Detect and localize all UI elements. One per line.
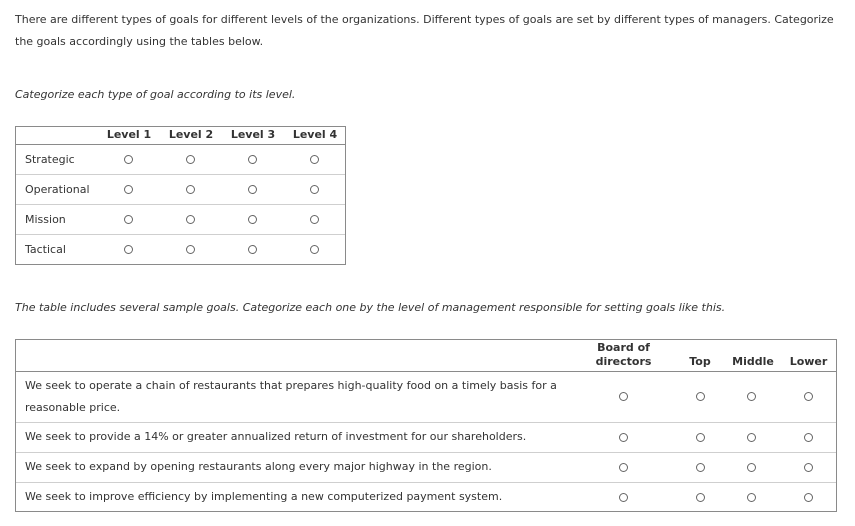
radio-goal-3-middle[interactable] [747,463,756,472]
radio-tactical-level-4[interactable] [310,245,319,254]
radio-strategic-level-3[interactable] [248,155,257,164]
row-label-operational: Operational [25,183,90,196]
radio-operational-level-4[interactable] [310,185,319,194]
radio-mission-level-1[interactable] [124,215,133,224]
table-row [16,235,345,264]
table-row [16,372,836,423]
column-header-board-of-directors [586,341,661,369]
goal-statement-1 [25,375,565,419]
radio-goal-4-lower[interactable] [804,493,813,502]
radio-goal-2-board[interactable] [619,433,628,442]
table-row [16,205,345,235]
radio-strategic-level-1[interactable] [124,155,133,164]
goal-level-table [15,126,346,265]
goal-statement-1-line-1: We seek to operate a chain of restaurants that prepares high-quality food on a timely basis for a [25,379,557,392]
radio-tactical-level-3[interactable] [248,245,257,254]
table-row [16,423,836,453]
radio-goal-2-lower[interactable] [804,433,813,442]
radio-mission-level-3[interactable] [248,215,257,224]
radio-goal-4-top[interactable] [696,493,705,502]
table-row [16,175,345,205]
radio-goal-4-middle[interactable] [747,493,756,502]
table-row [16,145,345,175]
goal-statement-3: We seek to expand by opening restaurants along every major highway in the region. [25,460,492,473]
radio-operational-level-1[interactable] [124,185,133,194]
radio-operational-level-3[interactable] [248,185,257,194]
radio-goal-1-lower[interactable] [804,392,813,401]
management-level-header [16,340,836,372]
column-header-lower: Lower [789,355,828,368]
management-level-table [15,339,837,512]
goal-statement-1-line-2: reasonable price. [25,401,121,414]
goal-statement-2: We seek to provide a 14% or greater annualized return of investment for our shareholders. [25,430,527,443]
column-header-level-1: Level 1 [106,128,152,141]
radio-operational-level-2[interactable] [186,185,195,194]
table1-instruction: Categorize each type of goal according to its level. [15,88,296,101]
radio-goal-2-top[interactable] [696,433,705,442]
radio-strategic-level-4[interactable] [310,155,319,164]
column-header-board-line-2: directors [595,355,652,368]
row-label-strategic: Strategic [25,153,75,166]
radio-mission-level-2[interactable] [186,215,195,224]
intro-line-1: There are different types of goals for different levels of the organizations. Different types of goals are set by different types of managers. Categorize [15,13,834,26]
radio-goal-3-top[interactable] [696,463,705,472]
radio-goal-1-middle[interactable] [747,392,756,401]
radio-goal-4-board[interactable] [619,493,628,502]
radio-goal-1-board[interactable] [619,392,628,401]
radio-goal-3-board[interactable] [619,463,628,472]
row-label-mission: Mission [25,213,66,226]
radio-tactical-level-2[interactable] [186,245,195,254]
row-label-tactical: Tactical [25,243,66,256]
column-header-board-line-1: Board of [597,341,650,354]
column-header-middle: Middle [732,355,774,368]
goal-level-header [16,127,345,145]
column-header-level-2: Level 2 [168,128,214,141]
intro-text [15,9,835,53]
radio-goal-2-middle[interactable] [747,433,756,442]
table2-instruction: The table includes several sample goals. Categorize each one by the level of management responsible for setting goals like this. [15,301,726,314]
radio-goal-3-lower[interactable] [804,463,813,472]
table-row [16,453,836,483]
goal-statement-4: We seek to improve efficiency by implementing a new computerized payment system. [25,490,503,503]
intro-line-2: the goals accordingly using the tables below. [15,35,264,48]
column-header-top: Top [689,355,711,368]
radio-goal-1-top[interactable] [696,392,705,401]
radio-mission-level-4[interactable] [310,215,319,224]
column-header-level-4: Level 4 [292,128,338,141]
radio-tactical-level-1[interactable] [124,245,133,254]
radio-strategic-level-2[interactable] [186,155,195,164]
table-row [16,483,836,512]
column-header-level-3: Level 3 [230,128,276,141]
